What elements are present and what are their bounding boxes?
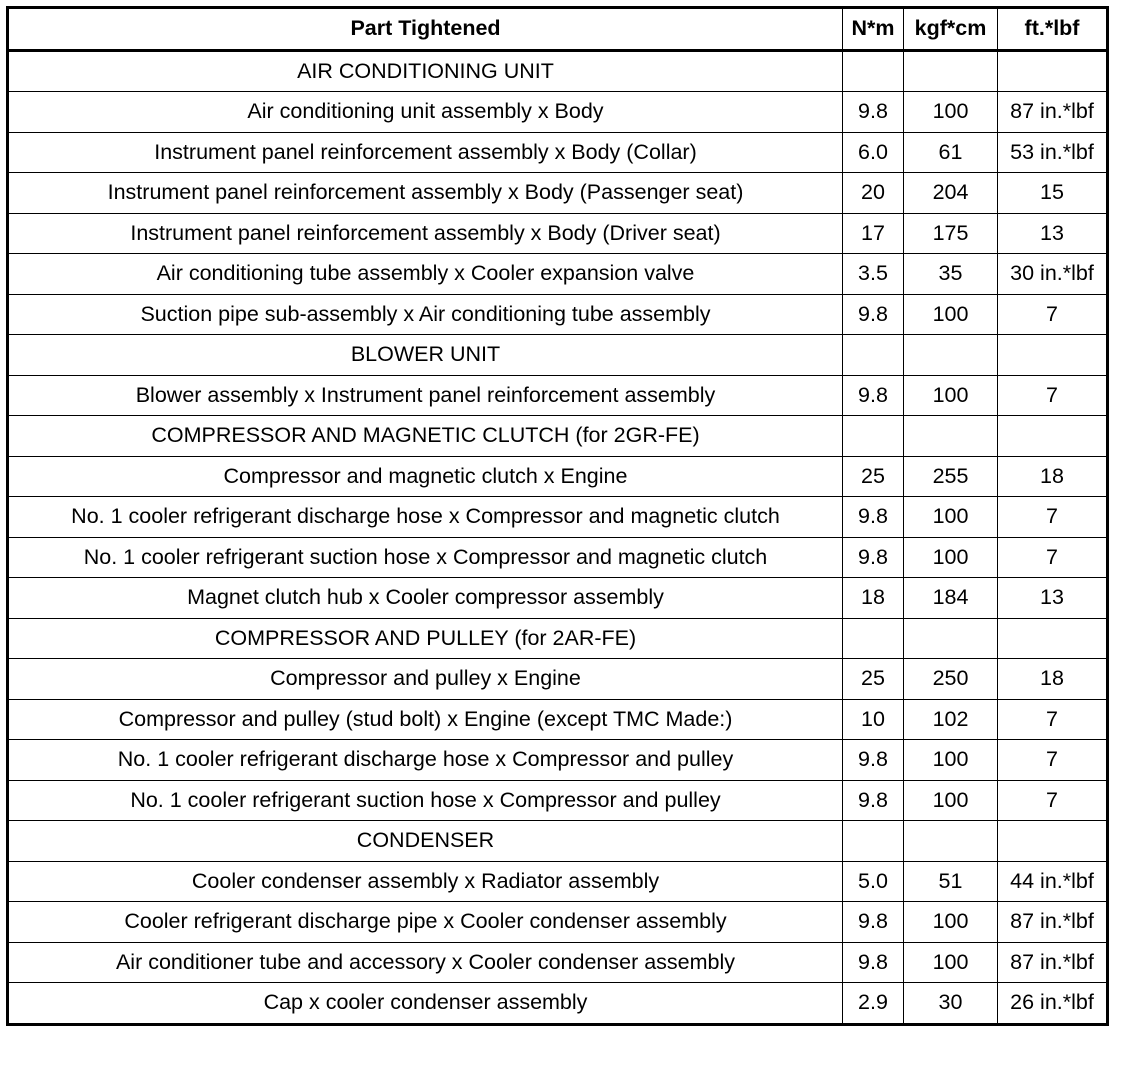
kgf-cm-cell: 35 bbox=[904, 254, 998, 295]
kgf-cm-cell bbox=[904, 618, 998, 659]
newton-meter-cell: 25 bbox=[843, 659, 904, 700]
ft-lbf-cell: 7 bbox=[998, 780, 1108, 821]
ft-lbf-cell: 18 bbox=[998, 456, 1108, 497]
section-row bbox=[8, 50, 1108, 92]
section-row bbox=[8, 416, 1108, 457]
newton-meter-cell bbox=[843, 618, 904, 659]
part-tightened-cell: No. 1 cooler refrigerant suction hose x Compressor and magnetic clutch bbox=[8, 537, 843, 578]
part-tightened-cell: Cooler refrigerant discharge pipe x Cooler condenser assembly bbox=[8, 902, 843, 943]
section-row bbox=[8, 335, 1108, 376]
kgf-cm-cell: 102 bbox=[904, 699, 998, 740]
newton-meter-cell bbox=[843, 821, 904, 862]
kgf-cm-cell: 51 bbox=[904, 861, 998, 902]
header-kgf-cm: kgf*cm bbox=[904, 8, 998, 51]
table-row bbox=[8, 578, 1108, 619]
newton-meter-cell: 9.8 bbox=[843, 294, 904, 335]
section-row bbox=[8, 618, 1108, 659]
ft-lbf-cell bbox=[998, 416, 1108, 457]
table-row bbox=[8, 497, 1108, 538]
part-tightened-cell: Instrument panel reinforcement assembly x Body (Passenger seat) bbox=[8, 173, 843, 214]
part-tightened-cell: Air conditioning tube assembly x Cooler expansion valve bbox=[8, 254, 843, 295]
kgf-cm-cell bbox=[904, 335, 998, 376]
kgf-cm-cell bbox=[904, 50, 998, 92]
torque-specification-table bbox=[6, 6, 1109, 1026]
newton-meter-cell: 20 bbox=[843, 173, 904, 214]
kgf-cm-cell: 100 bbox=[904, 780, 998, 821]
table-row bbox=[8, 983, 1108, 1025]
section-title-cell: AIR CONDITIONING UNIT bbox=[8, 50, 843, 92]
header-ft-lbf: ft.*lbf bbox=[998, 8, 1108, 51]
ft-lbf-cell bbox=[998, 821, 1108, 862]
ft-lbf-cell: 30 in.*lbf bbox=[998, 254, 1108, 295]
section-title-cell: BLOWER UNIT bbox=[8, 335, 843, 376]
newton-meter-cell bbox=[843, 416, 904, 457]
ft-lbf-cell: 53 in.*lbf bbox=[998, 132, 1108, 173]
ft-lbf-cell: 13 bbox=[998, 578, 1108, 619]
kgf-cm-cell: 61 bbox=[904, 132, 998, 173]
newton-meter-cell: 9.8 bbox=[843, 740, 904, 781]
newton-meter-cell: 9.8 bbox=[843, 92, 904, 133]
kgf-cm-cell bbox=[904, 416, 998, 457]
kgf-cm-cell: 100 bbox=[904, 92, 998, 133]
newton-meter-cell bbox=[843, 335, 904, 376]
kgf-cm-cell: 250 bbox=[904, 659, 998, 700]
table-row bbox=[8, 92, 1108, 133]
part-tightened-cell: Compressor and pulley x Engine bbox=[8, 659, 843, 700]
table-row bbox=[8, 213, 1108, 254]
table-header bbox=[8, 8, 1108, 51]
table-row bbox=[8, 132, 1108, 173]
table-row bbox=[8, 699, 1108, 740]
section-row bbox=[8, 821, 1108, 862]
part-tightened-cell: No. 1 cooler refrigerant suction hose x Compressor and pulley bbox=[8, 780, 843, 821]
table-row bbox=[8, 780, 1108, 821]
table-row bbox=[8, 740, 1108, 781]
kgf-cm-cell: 100 bbox=[904, 942, 998, 983]
ft-lbf-cell: 7 bbox=[998, 740, 1108, 781]
ft-lbf-cell: 18 bbox=[998, 659, 1108, 700]
kgf-cm-cell: 175 bbox=[904, 213, 998, 254]
table-row bbox=[8, 659, 1108, 700]
part-tightened-cell: Magnet clutch hub x Cooler compressor assembly bbox=[8, 578, 843, 619]
ft-lbf-cell: 87 in.*lbf bbox=[998, 92, 1108, 133]
table-row bbox=[8, 254, 1108, 295]
section-title-cell: COMPRESSOR AND MAGNETIC CLUTCH (for 2GR-FE) bbox=[8, 416, 843, 457]
part-tightened-cell: Suction pipe sub-assembly x Air conditioning tube assembly bbox=[8, 294, 843, 335]
kgf-cm-cell: 204 bbox=[904, 173, 998, 214]
newton-meter-cell: 5.0 bbox=[843, 861, 904, 902]
table-row bbox=[8, 537, 1108, 578]
kgf-cm-cell: 100 bbox=[904, 294, 998, 335]
part-tightened-cell: Instrument panel reinforcement assembly x Body (Collar) bbox=[8, 132, 843, 173]
newton-meter-cell: 9.8 bbox=[843, 780, 904, 821]
newton-meter-cell: 3.5 bbox=[843, 254, 904, 295]
ft-lbf-cell: 26 in.*lbf bbox=[998, 983, 1108, 1025]
table-row bbox=[8, 375, 1108, 416]
ft-lbf-cell: 15 bbox=[998, 173, 1108, 214]
newton-meter-cell: 9.8 bbox=[843, 942, 904, 983]
kgf-cm-cell: 255 bbox=[904, 456, 998, 497]
table-row bbox=[8, 173, 1108, 214]
kgf-cm-cell: 100 bbox=[904, 740, 998, 781]
ft-lbf-cell: 7 bbox=[998, 497, 1108, 538]
newton-meter-cell bbox=[843, 50, 904, 92]
header-row bbox=[8, 8, 1108, 51]
part-tightened-cell: Air conditioner tube and accessory x Cooler condenser assembly bbox=[8, 942, 843, 983]
ft-lbf-cell: 7 bbox=[998, 375, 1108, 416]
header-part-tightened: Part Tightened bbox=[8, 8, 843, 51]
newton-meter-cell: 9.8 bbox=[843, 902, 904, 943]
kgf-cm-cell bbox=[904, 821, 998, 862]
ft-lbf-cell: 7 bbox=[998, 699, 1108, 740]
part-tightened-cell: Air conditioning unit assembly x Body bbox=[8, 92, 843, 133]
ft-lbf-cell bbox=[998, 50, 1108, 92]
section-title-cell: COMPRESSOR AND PULLEY (for 2AR-FE) bbox=[8, 618, 843, 659]
part-tightened-cell: Blower assembly x Instrument panel reinforcement assembly bbox=[8, 375, 843, 416]
newton-meter-cell: 9.8 bbox=[843, 537, 904, 578]
ft-lbf-cell: 7 bbox=[998, 294, 1108, 335]
newton-meter-cell: 9.8 bbox=[843, 375, 904, 416]
newton-meter-cell: 10 bbox=[843, 699, 904, 740]
part-tightened-cell: Cap x cooler condenser assembly bbox=[8, 983, 843, 1025]
kgf-cm-cell: 100 bbox=[904, 497, 998, 538]
newton-meter-cell: 17 bbox=[843, 213, 904, 254]
part-tightened-cell: Compressor and pulley (stud bolt) x Engine (except TMC Made:) bbox=[8, 699, 843, 740]
header-newton-meter: N*m bbox=[843, 8, 904, 51]
newton-meter-cell: 6.0 bbox=[843, 132, 904, 173]
newton-meter-cell: 18 bbox=[843, 578, 904, 619]
part-tightened-cell: Cooler condenser assembly x Radiator assembly bbox=[8, 861, 843, 902]
kgf-cm-cell: 100 bbox=[904, 902, 998, 943]
table-body bbox=[8, 50, 1108, 1024]
ft-lbf-cell: 7 bbox=[998, 537, 1108, 578]
ft-lbf-cell bbox=[998, 335, 1108, 376]
part-tightened-cell: Instrument panel reinforcement assembly x Body (Driver seat) bbox=[8, 213, 843, 254]
newton-meter-cell: 2.9 bbox=[843, 983, 904, 1025]
ft-lbf-cell bbox=[998, 618, 1108, 659]
table-row bbox=[8, 942, 1108, 983]
ft-lbf-cell: 87 in.*lbf bbox=[998, 902, 1108, 943]
newton-meter-cell: 25 bbox=[843, 456, 904, 497]
newton-meter-cell: 9.8 bbox=[843, 497, 904, 538]
part-tightened-cell: No. 1 cooler refrigerant discharge hose x Compressor and magnetic clutch bbox=[8, 497, 843, 538]
table-row bbox=[8, 902, 1108, 943]
kgf-cm-cell: 184 bbox=[904, 578, 998, 619]
part-tightened-cell: Compressor and magnetic clutch x Engine bbox=[8, 456, 843, 497]
ft-lbf-cell: 87 in.*lbf bbox=[998, 942, 1108, 983]
part-tightened-cell: No. 1 cooler refrigerant discharge hose x Compressor and pulley bbox=[8, 740, 843, 781]
table-row bbox=[8, 861, 1108, 902]
kgf-cm-cell: 100 bbox=[904, 375, 998, 416]
ft-lbf-cell: 13 bbox=[998, 213, 1108, 254]
ft-lbf-cell: 44 in.*lbf bbox=[998, 861, 1108, 902]
table-row bbox=[8, 294, 1108, 335]
table-row bbox=[8, 456, 1108, 497]
kgf-cm-cell: 30 bbox=[904, 983, 998, 1025]
section-title-cell: CONDENSER bbox=[8, 821, 843, 862]
kgf-cm-cell: 100 bbox=[904, 537, 998, 578]
